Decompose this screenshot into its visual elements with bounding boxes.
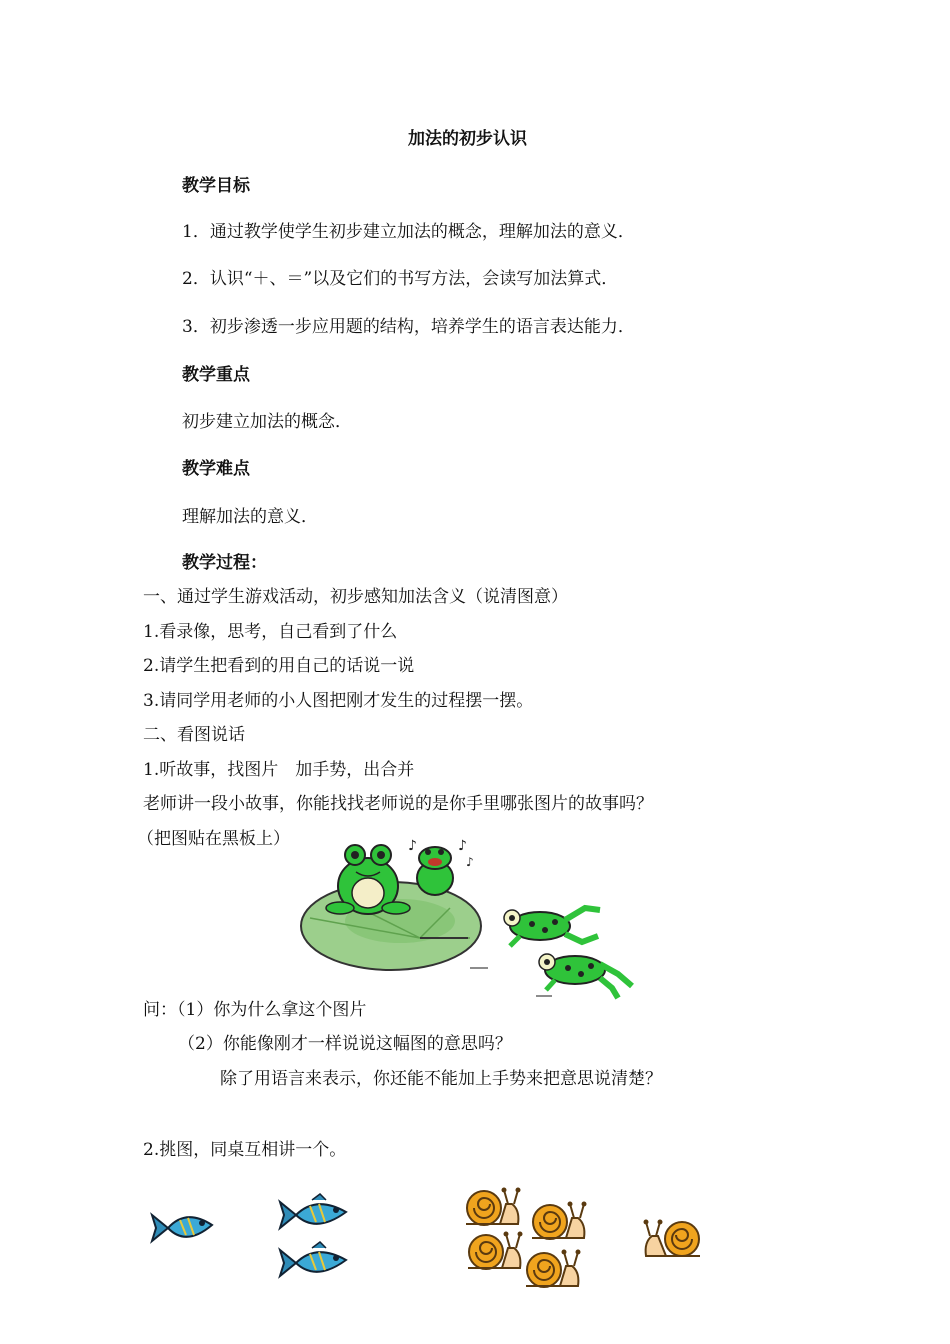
- question-2: （2）你能像刚才一样说说这幅图的意思吗？: [178, 1034, 512, 1054]
- svg-text:♪: ♪: [408, 838, 417, 854]
- snail-illustration: [460, 1186, 524, 1228]
- jumping-frog: [504, 908, 600, 946]
- fish-illustration: [276, 1192, 352, 1238]
- objective-item: 1．通过教学使学生初步建立加法的概念，理解加法的意义．: [182, 222, 635, 242]
- jumping-frog: [539, 954, 632, 998]
- question-2-follow-up: 除了用语言来表示，你还能不能加上手势来把意思说清楚？: [220, 1069, 662, 1089]
- svg-text:♪: ♪: [466, 855, 474, 869]
- process-line: 2.请学生把看到的用自己的话说一说: [143, 656, 415, 676]
- svg-text:♪: ♪: [458, 838, 467, 854]
- page-title: 加法的初步认识: [408, 129, 527, 149]
- objectives-heading: 教学目标: [182, 176, 250, 196]
- snail-illustration: [640, 1216, 706, 1260]
- difficulty-heading: 教学难点: [182, 459, 250, 479]
- objective-item: 2．认识“＋、＝”以及它们的书写方法，会读写加法算式．: [182, 269, 619, 289]
- step-2: 2.挑图，同桌互相讲一个。: [143, 1140, 347, 1160]
- process-line: 1.看录像，思考，自己看到了什么: [143, 622, 398, 642]
- fish-illustration: [276, 1240, 352, 1286]
- frogs-on-lily-pad-illustration: [300, 838, 640, 1003]
- snail-illustration: [520, 1248, 584, 1290]
- big-frog: [326, 845, 410, 914]
- process-line: 老师讲一段小故事，你能找找老师说的是你手里哪张图片的故事吗？: [143, 794, 653, 814]
- process-line: 二、看图说话: [143, 725, 245, 745]
- question-1: 问：（1）你为什么拿这个图片: [143, 1000, 367, 1020]
- snail-illustration: [526, 1200, 590, 1242]
- process-heading: 教学过程：: [182, 553, 267, 573]
- process-line: （把图贴在黑板上）: [137, 829, 290, 849]
- key-point-text: 初步建立加法的概念．: [182, 412, 352, 432]
- difficulty-text: 理解加法的意义．: [182, 507, 318, 527]
- process-line: 一、通过学生游戏活动，初步感知加法含义（说清图意）: [143, 587, 568, 607]
- process-line: 3.请同学用老师的小人图把刚才发生的过程摆一摆。: [143, 691, 534, 711]
- objective-item: 3．初步渗透一步应用题的结构，培养学生的语言表达能力．: [182, 317, 635, 337]
- key-point-heading: 教学重点: [182, 365, 250, 385]
- fish-illustration: [150, 1205, 218, 1251]
- snail-illustration: [462, 1230, 526, 1272]
- process-line: 1.听故事，找图片 加手势，出合并: [143, 760, 415, 780]
